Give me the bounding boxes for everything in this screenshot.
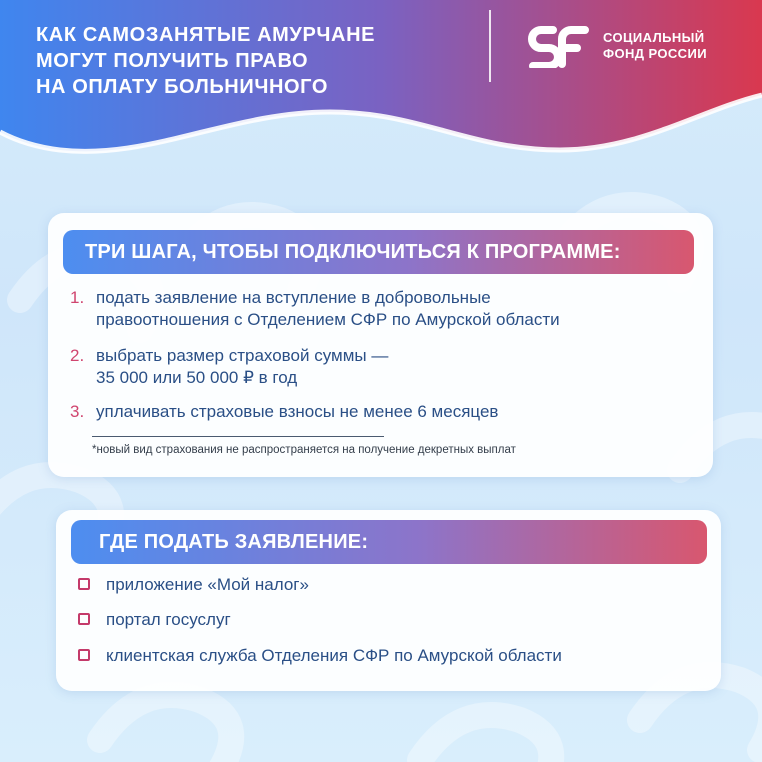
step-number: 3. [70,402,85,421]
steps-heading: ТРИ ШАГА, ЧТОБЫ ПОДКЛЮЧИТЬСЯ К ПРОГРАММЕ: [63,230,694,274]
step-text-line: уплачивать страховые взносы не менее 6 месяцев [96,402,499,421]
step-text-line: 35 000 или 50 000 ₽ в год [96,368,298,387]
title-line: МОГУТ ПОЛУЧИТЬ ПРАВО [36,50,309,72]
list-item-text: клиентская служба Отделения СФР по Амурской области [106,646,562,665]
step-text-line: правоотношения с Отделением СФР по Амурской области [96,310,560,329]
header-divider [489,10,491,82]
title-line: НА ОПЛАТУ БОЛЬНИЧНОГО [36,76,329,98]
step-text [96,401,498,423]
step-text [96,345,388,389]
step-text-line: выбрать размер страховой суммы — [96,346,389,365]
list-item-text: портал госуслуг [106,610,231,629]
step-number: 1. [70,288,85,307]
step-text [96,287,560,331]
org-line: СОЦИАЛЬНЫЙ [603,30,705,45]
places-heading: ГДЕ ПОДАТЬ ЗАЯВЛЕНИЕ: [71,520,707,564]
step-text-line: подать заявление на вступление в добровольные [96,288,491,307]
step-number: 2. [70,346,85,365]
org-name [603,30,707,62]
title-line: КАК САМОЗАНЯТЫЕ АМУРЧАНЕ [36,24,376,46]
list-item-text: приложение «Мой налог» [106,575,309,594]
sfr-logo-icon [527,24,591,68]
footnote-divider [92,436,384,437]
footnote: *новый вид страхования не распространяется на получение декретных выплат [92,444,516,456]
page-title [36,22,456,100]
checkbox-bullet-icon [78,649,90,661]
checkbox-bullet-icon [78,613,90,625]
org-line: ФОНД РОССИИ [603,46,707,61]
checkbox-bullet-icon [78,578,90,590]
